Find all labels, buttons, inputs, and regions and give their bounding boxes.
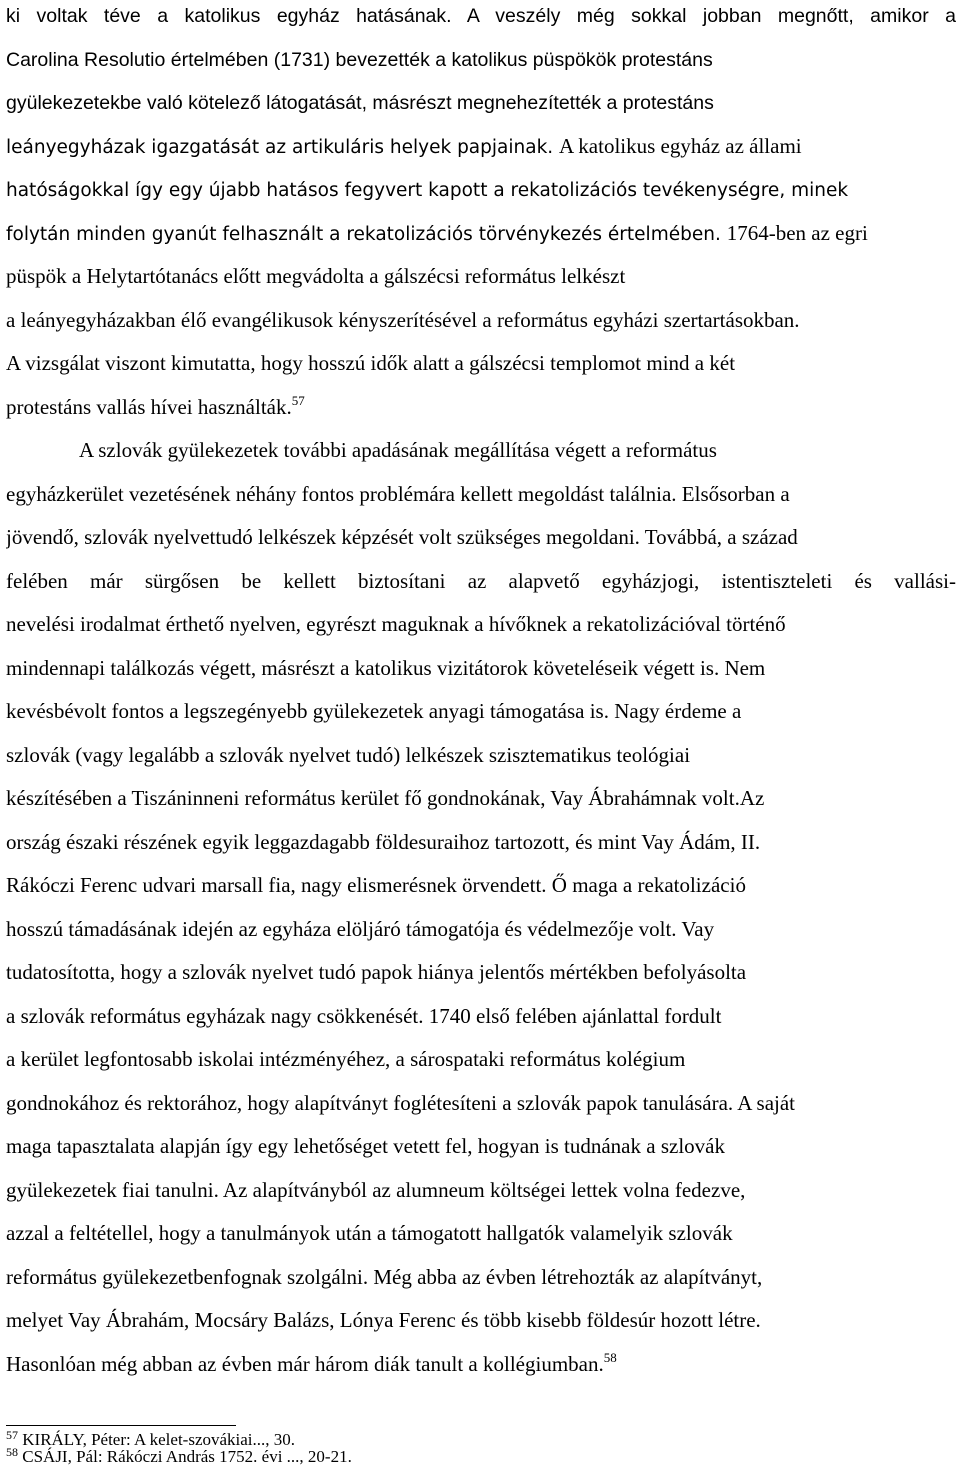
document-page xyxy=(6,0,956,1468)
footnote-reference[interactable]: 57 xyxy=(291,392,305,408)
text-line xyxy=(6,429,956,473)
footnote-text: CSÁJI, Pál: Rákóczi András 1752. évi ..., 20-21. xyxy=(22,1446,352,1466)
text-segment: püspök a Helytartótanács előtt megvádolta a gálszécsi református lelkészt xyxy=(6,264,626,288)
text-line xyxy=(6,690,956,734)
text-line xyxy=(6,1169,956,1213)
footnote-number: 58 xyxy=(6,1444,18,1459)
footnotes xyxy=(6,1428,956,1466)
text-line xyxy=(6,0,956,38)
text-line xyxy=(6,777,956,821)
text-line xyxy=(6,473,956,517)
text-segment: melyet Vay Ábrahám, Mocsáry Balázs, Lónya Ferenc és több kisebb földesúr hozott létre. xyxy=(6,1308,761,1332)
text-segment: a leányegyházakban élő evangélikusok kényszerítésével a református egyházi szertartásokban. xyxy=(6,307,800,332)
text-segment: 1764-ben az egri xyxy=(726,220,868,245)
text-segment: a kerület legfontosabb iskolai intézményéhez, a sárospataki református kolégium xyxy=(6,1047,686,1071)
text-line xyxy=(6,560,956,604)
text-line xyxy=(6,908,956,952)
text-line xyxy=(6,516,956,560)
text-segment: folytán minden gyanút felhasznált a rekatolizációs törvénykezés értelmében. xyxy=(6,223,727,245)
text-line xyxy=(6,342,956,386)
text-segment: Carolina Resolutio értelmében (1731) bevezették a katolikus püspökök protestáns xyxy=(6,48,713,71)
text-line xyxy=(6,1343,956,1387)
text-line xyxy=(6,995,956,1039)
footnote xyxy=(6,1444,956,1466)
text-segment: jövendő, szlovák nyelvettudó lelkészek képzését volt szükséges megoldani. Továbbá, a század xyxy=(6,525,798,549)
text-line xyxy=(6,81,956,125)
text-segment: tudatosította, hogy a szlovák nyelvet tudó papok hiánya jelentős mértékben befolyásolta xyxy=(6,960,747,984)
footnote-text: KIRÁLY, Péter: A kelet-szovákiai..., 30. xyxy=(22,1430,296,1449)
text-line xyxy=(6,821,956,865)
text-line xyxy=(6,299,956,343)
text-line xyxy=(6,1125,956,1169)
text-line xyxy=(6,38,956,82)
text-segment: gondnokához és rektorához, hogy alapítványt foglétesíteni a szlovák papok tanulására. A saját xyxy=(6,1090,796,1115)
text-line xyxy=(6,1082,956,1126)
footnote-number: 57 xyxy=(6,1428,18,1442)
footnote-reference[interactable]: 58 xyxy=(603,1349,617,1365)
text-line xyxy=(6,1299,956,1343)
text-line xyxy=(6,168,956,212)
text-line xyxy=(6,951,956,995)
text-line xyxy=(6,1212,956,1256)
text-segment: gyülekezetek fiai tanulni. Az alapítványból az alumneum költségei lettek volna fedezve, xyxy=(6,1177,746,1202)
body-text xyxy=(6,0,956,1386)
text-line xyxy=(6,1256,956,1300)
text-segment: leányegyházak igazgatását az artikuláris helyek papjainak. xyxy=(6,136,560,158)
text-segment: protestáns vallás hívei használták. xyxy=(6,394,292,419)
text-segment: gyülekezetekbe való kötelező látogatását, másrészt megnehezítették a protestáns xyxy=(6,92,714,114)
text-segment: a szlovák református egyházak nagy csökkenését. 1740 első felében ajánlattal fordult xyxy=(6,1003,722,1028)
text-segment: készítésében a Tiszáninneni református kerület fő gondnokának, Vay Ábrahámnak volt.Az xyxy=(6,786,765,810)
text-line xyxy=(6,1038,956,1082)
text-segment: Rákóczi Ferenc udvari marsall fia, nagy elismerésnek örvendett. Ő maga a rekatolizáció xyxy=(6,873,746,897)
text-line xyxy=(6,864,956,908)
text-segment: hatóságokkal így egy újabb hatásos fegyvert kapott a rekatolizációs tevékenységre, minek xyxy=(6,180,849,201)
text-segment: felében már sürgősen be kellett biztosítani az alapvető egyházjogi, istentiszteleti és vallási- xyxy=(6,568,956,593)
text-segment: A szlovák gyülekezetek további apadásának megállítása végett a református xyxy=(79,438,717,462)
text-segment: A vizsgálat viszont kimutatta, hogy hosszú idők alatt a gálszécsi templomot mind a két xyxy=(6,351,736,375)
text-segment: ki voltak téve a katolikus egyház hatásának. A veszély még sokkal jobban megnőtt, amikor a xyxy=(6,5,956,27)
text-segment: hosszú támadásának idején az egyháza elöljáró támogatója és védelmezője volt. Vay xyxy=(6,916,715,941)
text-segment: kevésbévolt fontos a legszegényebb gyülekezetek anyagi támogatása is. Nagy érdeme a xyxy=(6,699,742,723)
text-line xyxy=(6,734,956,778)
text-segment: Hasonlóan még abban az évben már három diák tanult a kollégiumban. xyxy=(6,1351,604,1376)
text-segment: maga tapasztalata alapján így egy lehetőséget vetett fel, hogyan is tudnának a szlovák xyxy=(6,1134,725,1158)
text-line xyxy=(6,212,956,256)
text-segment: mindennapi találkozás végett, másrészt a katolikus vizitátorok követeléseik végett is. Nem xyxy=(6,655,766,680)
footnote-separator xyxy=(6,1425,236,1426)
text-segment: szlovák (vagy legalább a szlovák nyelvet tudó) lelkészek szisztematikus teológiai xyxy=(6,742,691,767)
text-line xyxy=(6,603,956,647)
text-segment: református gyülekezetbenfognak szolgálni. Még abba az évben létrehozták az alapítványt, xyxy=(6,1264,763,1289)
text-line xyxy=(6,647,956,691)
text-segment: ország északi részének egyik leggazdagabb földesuraihoz tartozott, és mint Vay Ádám, II. xyxy=(6,829,761,854)
text-line xyxy=(6,386,956,430)
text-line xyxy=(6,255,956,299)
text-segment: egyházkerület vezetésének néhány fontos problémára kellett megoldást találnia. Elsősorban a xyxy=(6,481,790,506)
text-segment: nevelési irodalmat érthető nyelven, egyrészt maguknak a hívőknek a rekatolizációval történő xyxy=(6,612,786,636)
text-segment: azzal a feltétellel, hogy a tanulmányok után a támogatott hallgatók valamelyik szlovák xyxy=(6,1221,733,1245)
text-line xyxy=(6,125,956,169)
text-segment: A katolikus egyház az állami xyxy=(559,133,802,158)
